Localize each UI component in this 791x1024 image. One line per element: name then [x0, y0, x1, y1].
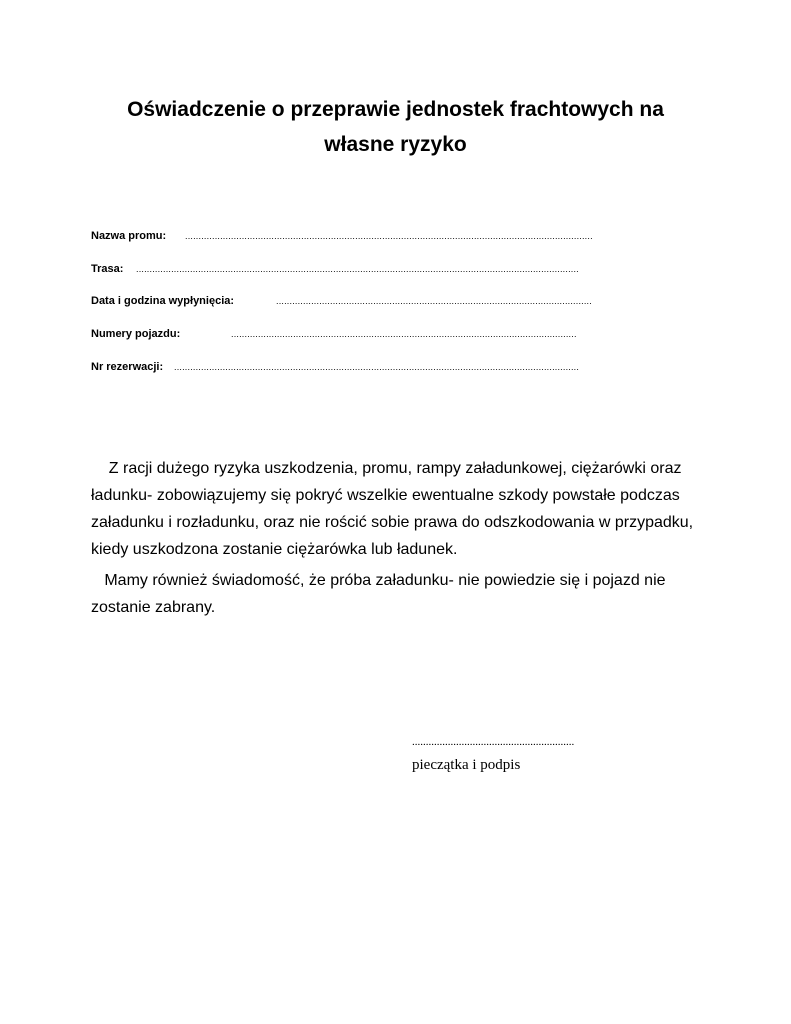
- field-ferry-name: [91, 228, 593, 244]
- field-vehicle-numbers-dots: ................................................................................................................................: [231, 329, 577, 339]
- field-reservation-number-label: Nr rezerwacji:: [91, 361, 164, 373]
- field-ferry-name-label: Nazwa promu:: [91, 230, 167, 242]
- paragraph-liability: Z racji dużego ryzyka uszkodzenia, promu, rampy załadunkowej, ciężarówki oraz ładunku- zobowiązujemy się pokryć wszelkie ewentualne szkody powstałe podczas załadunku i rozładunku, oraz nie rościć sobie prawa do odszkodowania w przypadku, kiedy uszkodzona zostanie ciężarówka lub ładunek.: [91, 460, 698, 558]
- signature-label: pieczątka i podpis: [412, 757, 521, 773]
- document-title-line2: własne ryzyko: [324, 133, 467, 156]
- field-route-dots: ....................................................................................................................................................................: [136, 264, 579, 274]
- field-reservation-number-dots: ......................................................................................................................................................: [174, 362, 580, 372]
- field-departure-datetime: [91, 293, 592, 309]
- field-vehicle-numbers: [91, 326, 577, 342]
- field-route: [91, 261, 579, 277]
- document-title-line1: Oświadczenie o przeprawie jednostek frachtowych na: [127, 98, 664, 121]
- signature-line: ...........................................................: [412, 736, 575, 748]
- field-departure-datetime-label: Data i godzina wypłynięcia:: [91, 295, 235, 307]
- field-departure-datetime-dots: .....................................................................................................................: [276, 296, 592, 306]
- field-vehicle-numbers-label: Numery pojazdu:: [91, 328, 181, 340]
- field-reservation-number: [91, 359, 580, 375]
- field-route-label: Trasa:: [91, 263, 124, 275]
- field-ferry-name-dots: .......................................................................................................................................................: [185, 231, 593, 241]
- document-title: [60, 92, 731, 162]
- paragraph-awareness: Mamy również świadomość, że próba załadunku- nie powiedzie się i pojazd nie zostanie zabrany.: [91, 572, 670, 616]
